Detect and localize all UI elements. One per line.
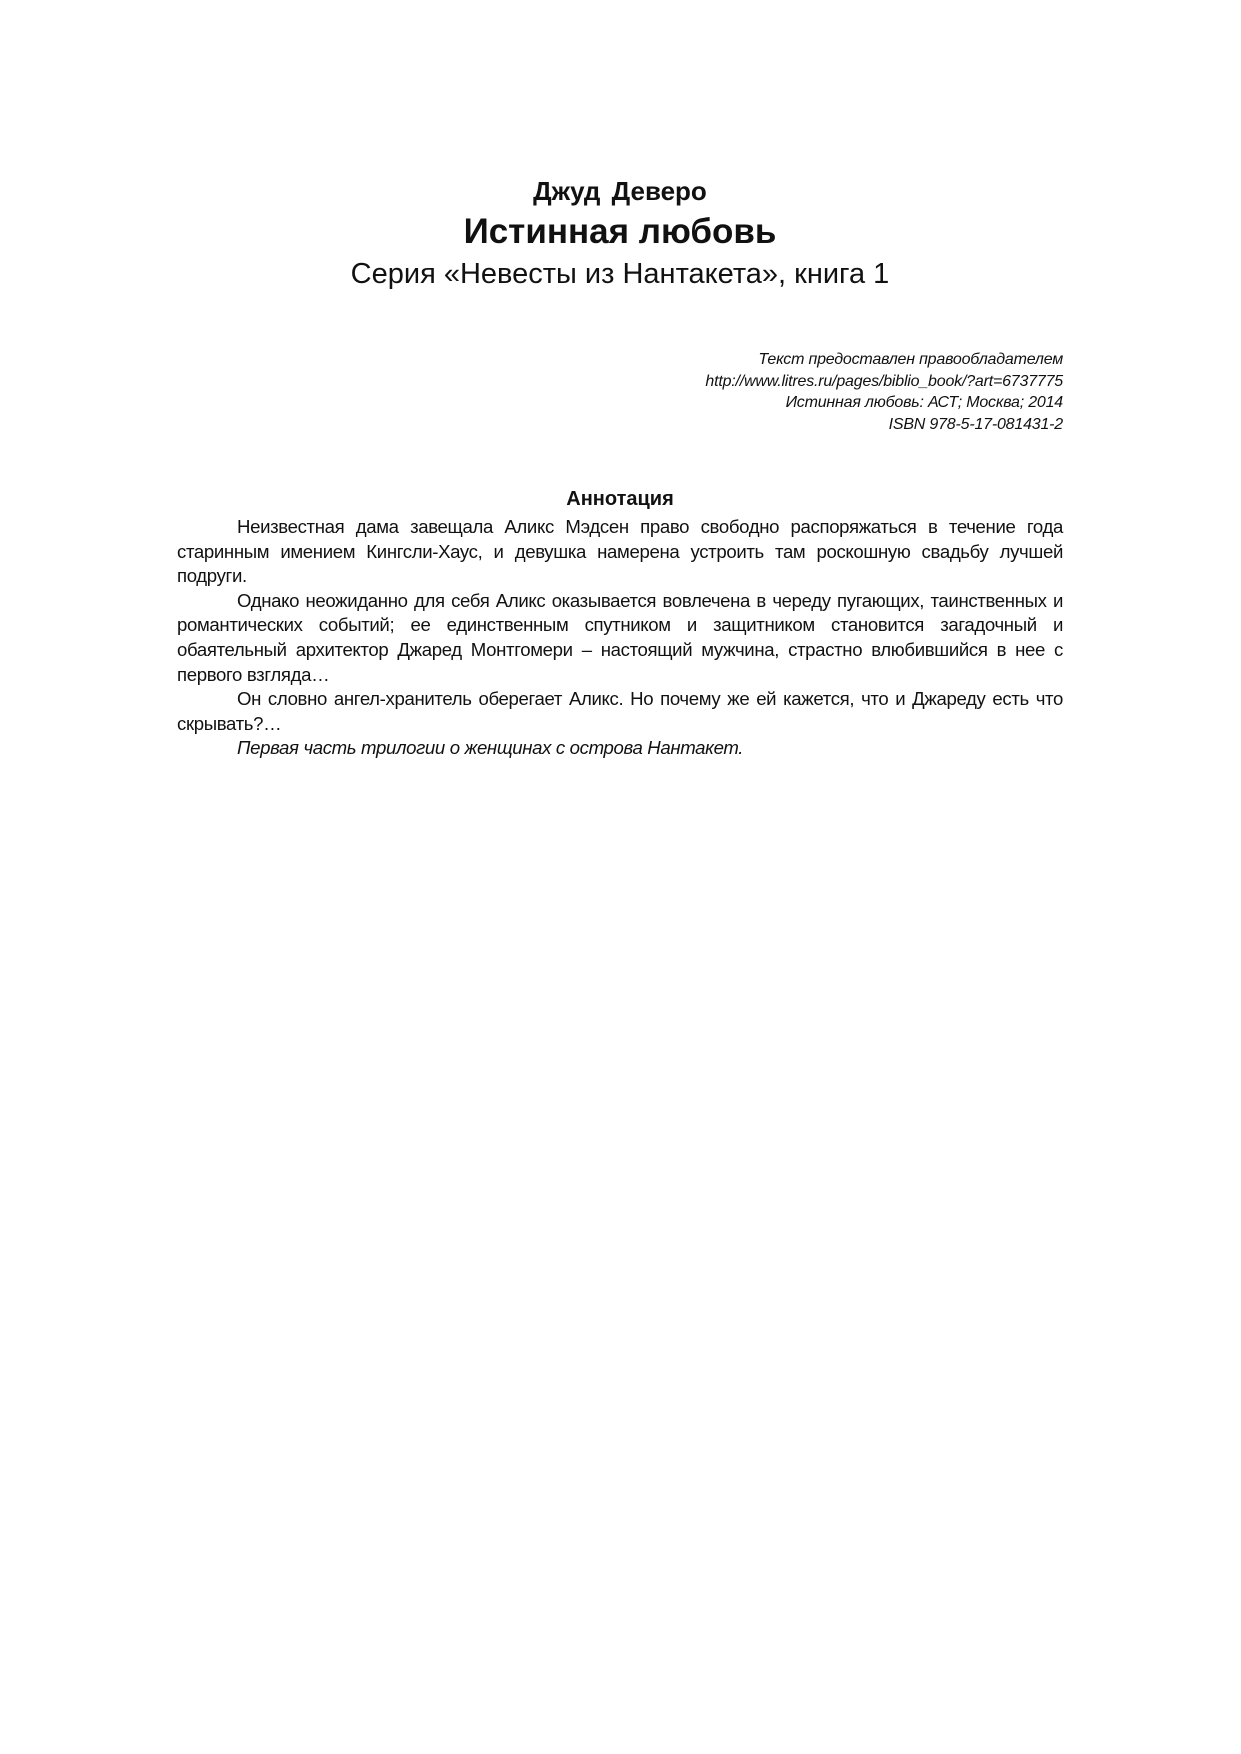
source-url: http://www.litres.ru/pages/biblio_book/?art=6737775 — [705, 372, 1063, 390]
publication-info — [177, 349, 1063, 436]
edition-info: Истинная любовь: АСТ; Москва; 2014 — [785, 394, 1063, 412]
annotation-paragraph: Первая часть трилогии о женщинах с острова Нантакет. — [237, 737, 744, 759]
annotation-paragraph: Однако неожиданно для себя Аликс оказывается вовлечена в череду пугающих, таинственных и романтических событий; ее единственным спутником и защитником становится загадочный и обаятельный архитектор Джаред Монтгомери – настоящий мужчина, страстно влюбившийся в нее с первого взгляда… — [177, 589, 1063, 685]
annotation-heading: Аннотация — [566, 488, 674, 510]
book-author: Джуд Деверо — [533, 176, 707, 206]
rights-holder-note: Текст предоставлен правообладателем — [758, 351, 1063, 368]
book-title: Истинная любовь — [463, 212, 777, 251]
annotation-body — [177, 515, 1063, 761]
book-series: Серия «Невесты из Нантакета», книга 1 — [350, 258, 890, 290]
annotation-paragraph: Он словно ангел-хранитель оберегает Аликс. Но почему же ей кажется, что и Джареду есть что скрывать?… — [177, 688, 1063, 734]
isbn: ISBN 978-5-17-081431-2 — [888, 416, 1063, 434]
annotation-paragraph: Неизвестная дама завещала Аликс Мэдсен право свободно распоряжаться в течение года старинным имением Кингсли-Хаус, и девушка намерена устроить там роскошную свадьбу лучшей подруги. — [177, 516, 1063, 587]
